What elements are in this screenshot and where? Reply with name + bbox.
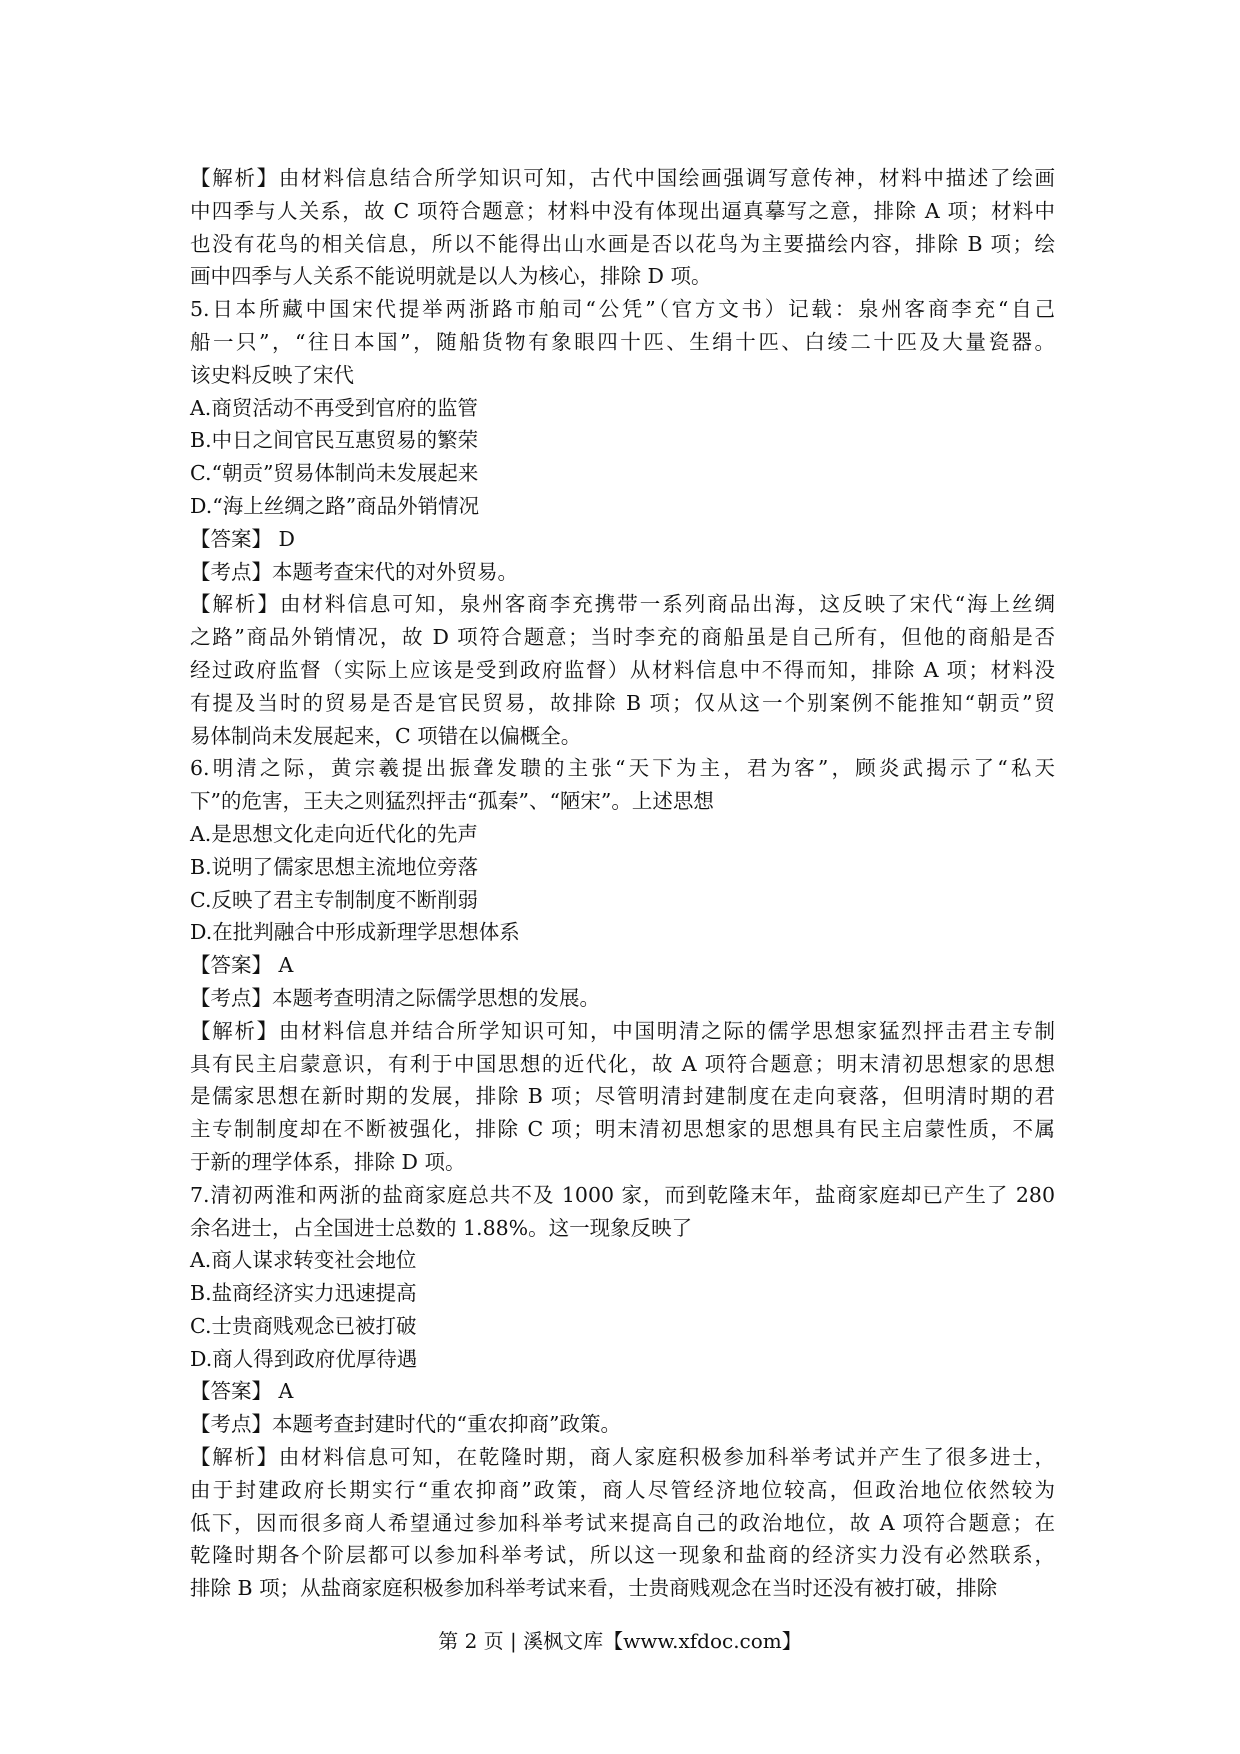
para-line: 有提及当时的贸易是否是官民贸易，故排除 B 项；仅从这一个别案例不能推知“朝贡”贸 (190, 690, 1055, 715)
options-line: C.士贵商贱观念已被打破 (190, 1313, 417, 1338)
para-block (190, 162, 1055, 293)
options-line: C.“朝贡”贸易体制尚未发展起来 (190, 461, 479, 486)
para-line: 【解析】由材料信息可知，泉州客商李充携带一系列商品出海，这反映了宋代“海上丝绸 (190, 592, 1055, 617)
options-line: D.在批判融合中形成新理学思想体系 (190, 920, 520, 945)
answer-line: 【答案】 D (190, 526, 295, 551)
point-block (190, 556, 1055, 589)
options-line: B.说明了儒家思想主流地位旁落 (190, 854, 479, 879)
para-line: 低下，因而很多商人希望通过参加科举考试来提高自己的政治地位，故 A 项符合题意；在 (190, 1510, 1055, 1535)
options-block (190, 818, 1055, 949)
para-line: 画中四季与人关系不能说明就是以人为核心，排除 D 项。 (190, 264, 712, 289)
para-block (190, 1015, 1055, 1179)
question-line: 6.明清之际，黄宗羲提出振聋发聩的主张“天下为主，君为客”，顾炎武揭示了“私天 (190, 756, 1055, 781)
footer-text: 第 2 页 | 溪枫文库【www.xfdoc.com】 (438, 1629, 802, 1653)
point-block (190, 1408, 1055, 1441)
question-line: 7.清初两淮和两浙的盐商家庭总共不及 1000 家，而到乾隆末年，盐商家庭却已产生了 280 (190, 1182, 1055, 1207)
question-block (190, 293, 1055, 391)
options-line: B.盐商经济实力迅速提高 (190, 1281, 417, 1306)
point-line: 【考点】本题考查明清之际儒学思想的发展。 (190, 985, 600, 1010)
options-line: D.商人得到政府优厚待遇 (190, 1346, 418, 1371)
para-line: 于新的理学体系，排除 D 项。 (190, 1149, 466, 1174)
document-body (190, 162, 1055, 1605)
options-line: A.商贸活动不再受到官府的监管 (190, 395, 478, 420)
para-line: 易体制尚未发展起来，C 项错在以偏概全。 (190, 723, 582, 748)
para-line: 排除 B 项；从盐商家庭积极参加科举考试来看，士贵商贱观念在当时还没有被打破，排除 (190, 1576, 998, 1601)
answer-block (190, 949, 1055, 982)
para-block (190, 1441, 1055, 1605)
para-line: 中四季与人关系，故 C 项符合题意；材料中没有体现出逼真摹写之意，排除 A 项；材料中 (190, 198, 1055, 223)
para-line: 是儒家思想在新时期的发展，排除 B 项；尽管明清封建制度在走向衰落，但明清时期的君 (190, 1084, 1055, 1109)
question-line: 下”的危害，王夫之则猛烈抨击“孤秦”、“陋宋”。上述思想 (190, 789, 714, 814)
question-block (190, 752, 1055, 818)
options-line: C.反映了君主专制制度不断削弱 (190, 887, 478, 912)
point-line: 【考点】本题考查封建时代的“重农抑商”政策。 (190, 1412, 621, 1437)
question-line: 该史料反映了宋代 (190, 362, 354, 387)
para-line: 经过政府监督（实际上应该是受到政府监督）从材料信息中不得而知，排除 A 项；材料没 (190, 657, 1055, 682)
answer-block (190, 1375, 1055, 1408)
page-footer (0, 1626, 1240, 1656)
answer-line: 【答案】 A (190, 1379, 294, 1404)
para-line: 由于封建政府长期实行“重农抑商”政策，商人尽管经济地位较高，但政治地位依然较为 (190, 1477, 1055, 1502)
options-block (190, 392, 1055, 523)
para-line: 乾隆时期各个阶层都可以参加科举考试，所以这一现象和盐商的经济实力没有必然联系， (190, 1543, 1055, 1568)
options-line: D.“海上丝绸之路”商品外销情况 (190, 493, 480, 518)
question-line: 船一只”，“往日本国”，随船货物有象眼四十匹、生绢十匹、白绫二十匹及大量瓷器。 (190, 329, 1055, 354)
para-line: 【解析】由材料信息并结合所学知识可知，中国明清之际的儒学思想家猛烈抨击君主专制 (190, 1018, 1055, 1043)
para-block (190, 588, 1055, 752)
question-block (190, 1179, 1055, 1245)
para-line: 也没有花鸟的相关信息，所以不能得出山水画是否以花鸟为主要描绘内容，排除 B 项；绘 (190, 231, 1055, 256)
question-line: 5.日本所藏中国宋代提举两浙路市舶司“公凭”（官方文书）记载：泉州客商李充“自己 (190, 297, 1055, 322)
para-line: 【解析】由材料信息可知，在乾隆时期，商人家庭积极参加科举考试并产生了很多进士， (190, 1445, 1055, 1470)
question-line: 余名进士，占全国进士总数的 1.88%。这一现象反映了 (190, 1215, 693, 1240)
options-line: B.中日之间官民互惠贸易的繁荣 (190, 428, 479, 453)
para-line: 之路”商品外销情况，故 D 项符合题意；当时李充的商船虽是自己所有，但他的商船是否 (190, 625, 1055, 650)
para-line: 【解析】由材料信息结合所学知识可知，古代中国绘画强调写意传神，材料中描述了绘画 (190, 166, 1055, 190)
answer-line: 【答案】 A (190, 953, 294, 978)
options-line: A.是思想文化走向近代化的先声 (190, 821, 478, 846)
point-line: 【考点】本题考查宋代的对外贸易。 (190, 559, 518, 584)
options-line: A.商人谋求转变社会地位 (190, 1248, 417, 1273)
point-block (190, 982, 1055, 1015)
answer-block (190, 523, 1055, 556)
para-line: 主专制制度却在不断被强化，排除 C 项；明末清初思想家的思想具有民主启蒙性质，不属 (190, 1117, 1055, 1142)
para-line: 具有民主启蒙意识，有利于中国思想的近代化，故 A 项符合题意；明末清初思想家的思想 (190, 1051, 1055, 1076)
options-block (190, 1244, 1055, 1375)
